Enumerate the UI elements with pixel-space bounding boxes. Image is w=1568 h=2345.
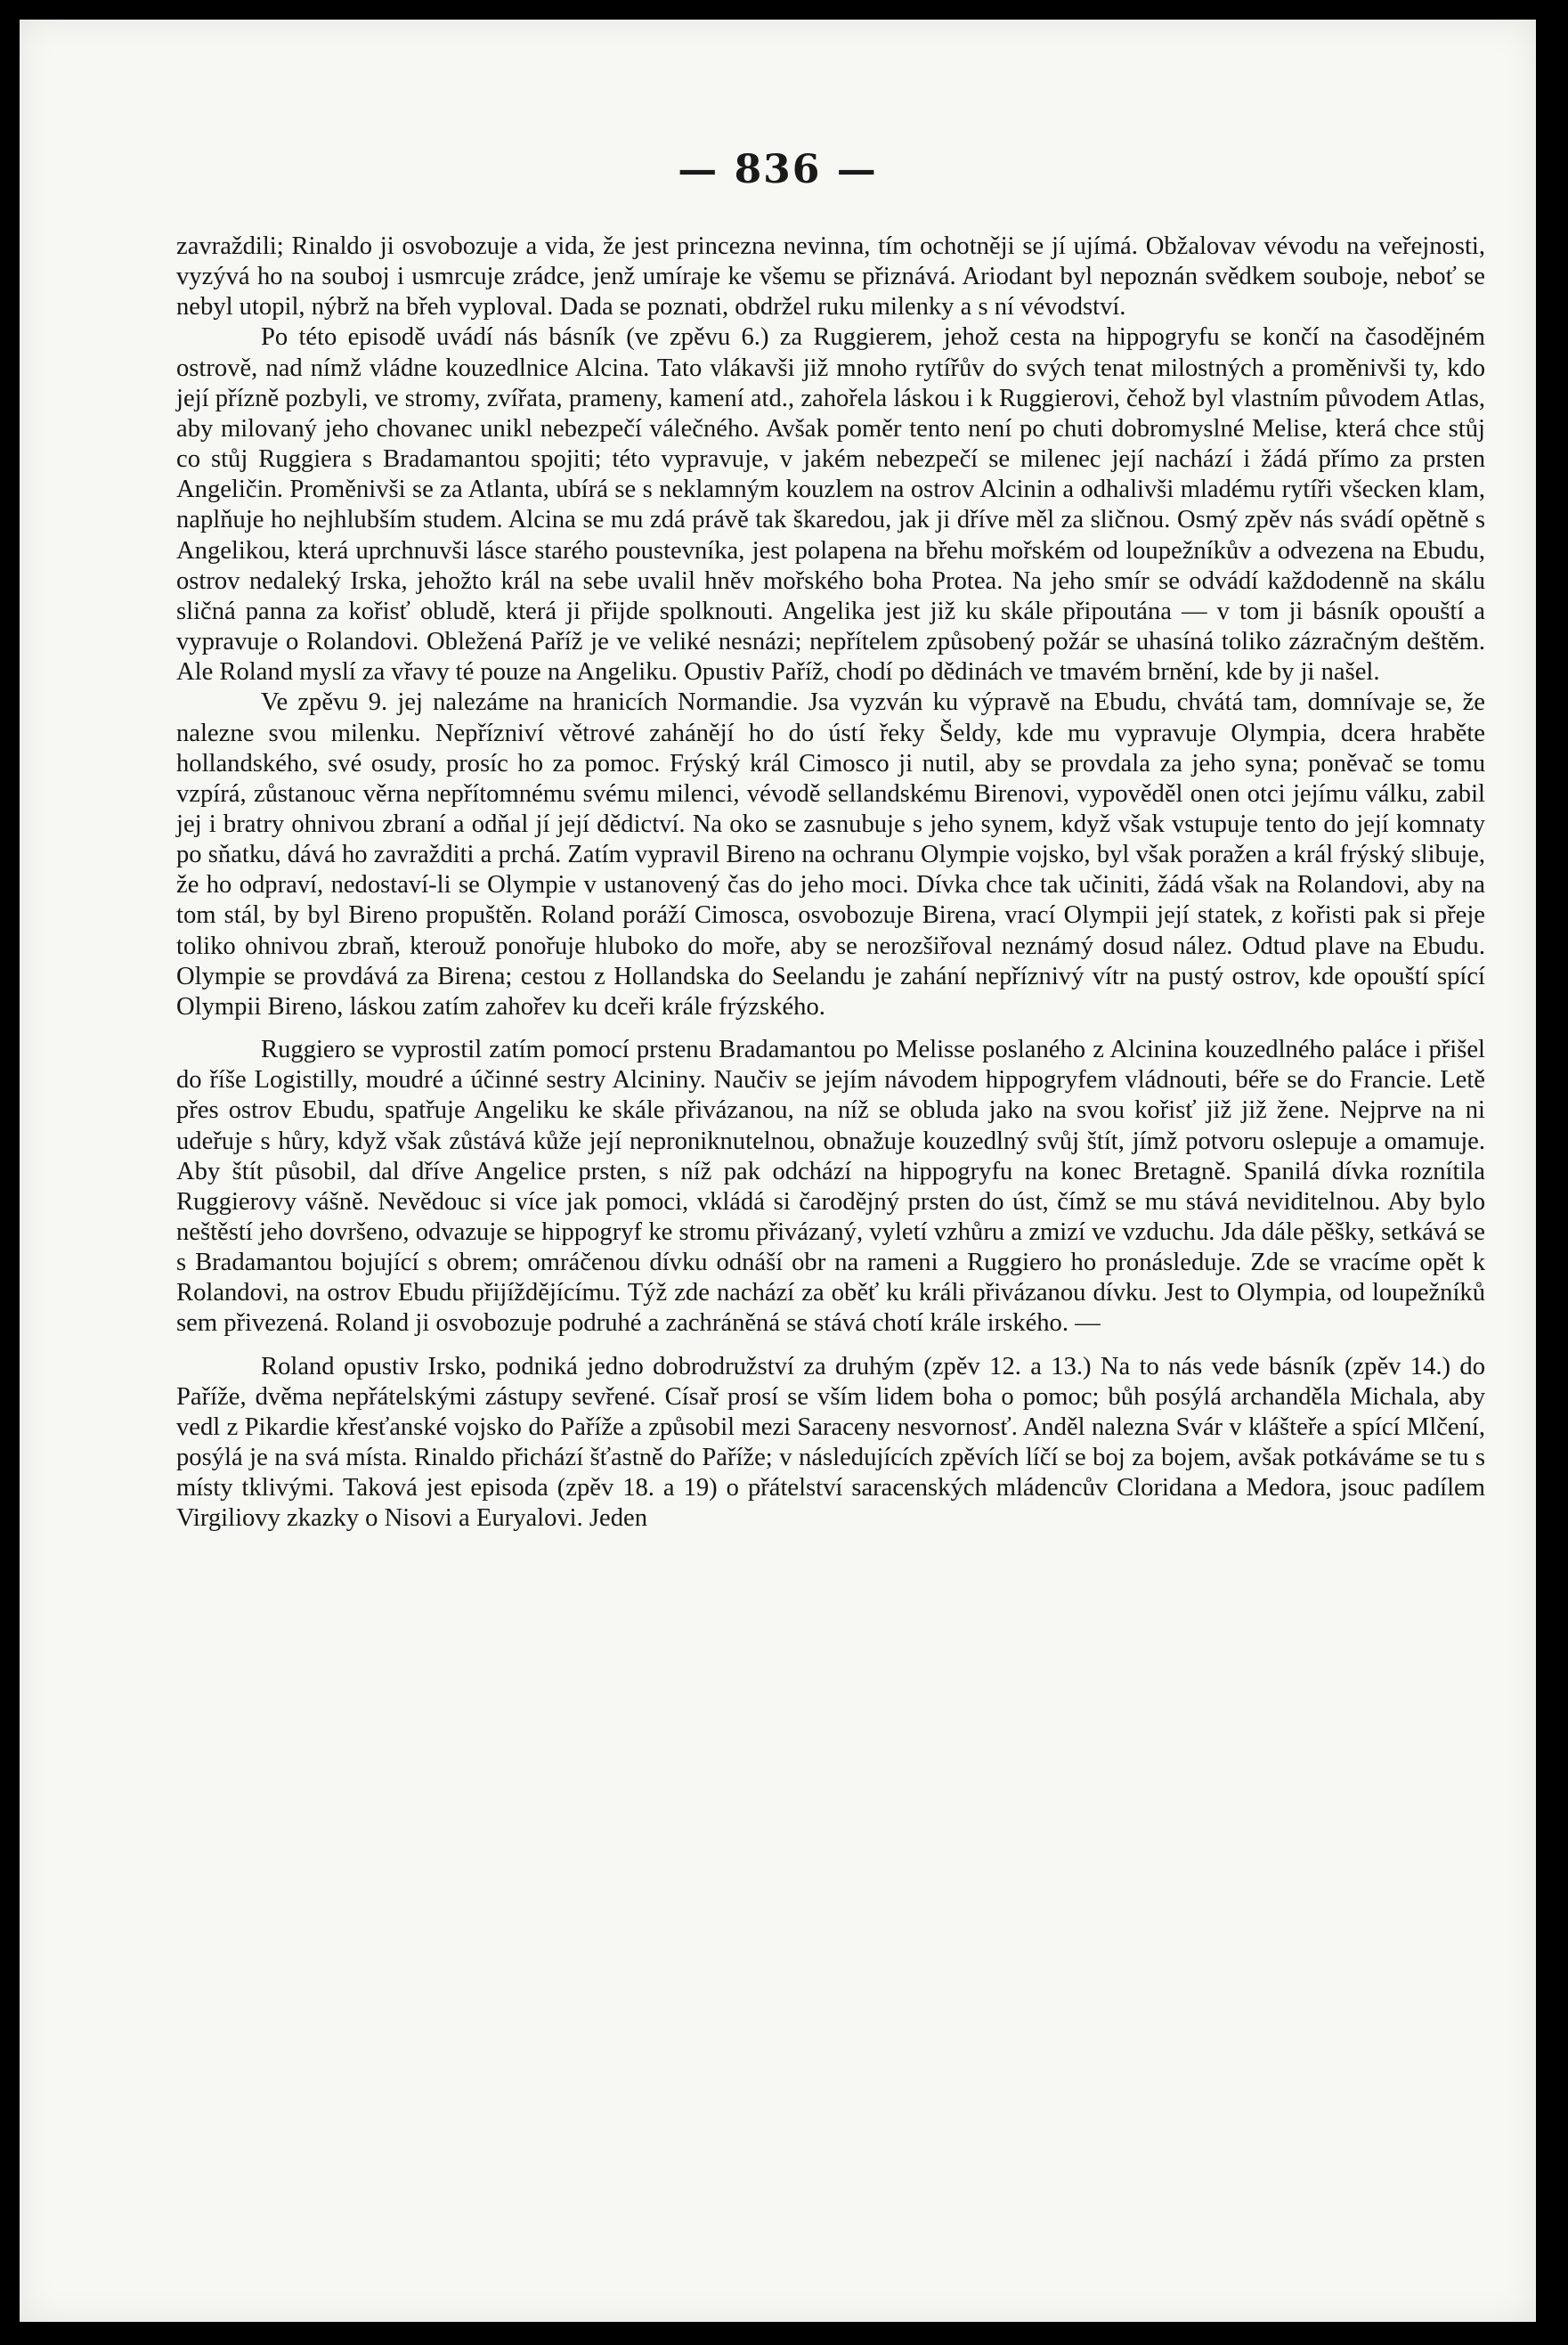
paragraph-2: Po této episodě uvádí nás básník (ve zpěvu 6.) za Ruggierem, jehož cesta na hippogryfu se končí na časodějném ostrově, nad nímž vládne kouzedlnice Alcina. Tato vlákavši již mnoho rytířův do svých tenat milostných a proměnivši ty, kdo její přízně pozbyli, ve stromy, zvířata, prameny, kamení atd., zahořela láskou i k Ruggierovi, čehož byl vlastním původem Atlas, aby milovaný jeho chovanec unikl nebezpečí válečného. Avšak poměr tento není po chuti dobromyslné Melise, která chce stůj co stůj Ruggiera s Bradamantou spojiti; této vypravuje, v jakém nebezpečí se milenec její nachází i žádá přímo za prsten Angeličin. Proměnivši se za Atlanta, ubírá se s neklamným kouzlem na ostrov Alcinin a odhalivši mladému rytíři všecken klam, naplňuje ho nejhlubším studem. Alcina se mu zdá právě tak škaredou, jak ji dříve měl za sličnou. Osmý zpěv nás svádí opětně s Angelikou, která uprchnuvši lásce starého poustevníka, jest polapena na břehu mořském od loupežníkův a odvezena na Ebudu, ostrov nedaleký Irska, jehožto král na sebe uvalil hněv mořského boha Protea. Na jeho smír se odvádí každodenně na skálu sličná panna za kořisť obludě, která ji přijde spolknouti. Angelika jest již ku skále připoutána — v tom ji básník opouští a vypravuje o Rolandovi. Obležená Paříž je ve veliké nesnázi; nepřítelem způsobený požár se uhasíná toliko zázračným deštěm. Ale Roland myslí za vřavy té pouze na Angeliku. Opustiv Paříž, chodí po dědinách ve tmavém brnění, kde by ji našel.	[176, 323, 1485, 687]
body-text	[176, 232, 1485, 1535]
book-page	[20, 20, 1536, 2322]
paragraph-5: Roland opustiv Irsko, podniká jedno dobrodružství za druhým (zpěv 12. a 13.) Na to nás vede básník (zpěv 14.) do Paříže, dvěma nepřátelskými zástupy sevřené. Císař prosí se vším lidem boha o pomoc; bůh posýlá archanděla Michala, aby vedl z Pikardie křesťanské vojsko do Paříže a způsobil mezi Saraceny nesvornosť. Anděl nalezna Svár v klášteře a spící Mlčení, posýlá je na svá místa. Rinaldo přichází šťastně do Paříže; v následujících zpěvích líčí se boj za bojem, avšak potkáváme se tu s místy tklivými. Taková jest episoda (zpěv 18. a 19) o přátelství saracenských mládencův Cloridana a Medora, jsouc padílem Virgiliovy zkazky o Nisovi a Euryalovi. Jeden	[176, 1352, 1485, 1533]
paragraph-4: Ruggiero se vyprostil zatím pomocí prstenu Bradamantou po Melisse poslaného z Alcinina kouzedlného paláce i přišel do říše Logistilly, moudré a účinné sestry Alcininy. Naučiv se jejím návodem hippogryfem vládnouti, béře se do Francie. Letě přes ostrov Ebudu, spatřuje Angeliku ke skále přivázanou, na níž se obluda jako na svou kořisť již již žene. Nejprve na ni udeřuje s hůry, když však zůstává kůže její neproniknutelnou, obnažuje kouzedlný svůj štít, jímž potvoru oslepuje a omamuje. Aby štít působil, dal dříve Angelice prsten, s níž pak odchází na hippogryfu na konec Bretagně. Spanilá dívka roznítila Ruggierovy vášně. Nevědouc si více jak pomoci, vkládá si čarodějný prsten do úst, čímž se mu stává neviditelnou. Aby bylo neštěstí jeho dovršeno, odvazuje se hippogryf ke stromu přivázaný, vyletí vzhůru a zmizí ve vzduchu. Jda dále pěšky, setkává se s Bradamantou bojující s obrem; omráčenou dívku odnáší obr na rameni a Ruggiero ho pronásleduje. Zde se vracíme opět k Rolandovi, na ostrov Ebudu přijíždějícímu. Týž zde nachází za oběť ku králi přivázanou dívku. Jest to Olympia, od loupežníků sem přivezená. Roland ji osvobozuje podruhé a zachráněná se stává chotí krále irského. —	[176, 1036, 1485, 1338]
paragraph-1: zavraždili; Rinaldo ji osvobozuje a vida, že jest princezna nevinna, tím ochotněji se jí ujímá. Obžalovav vévodu na veřejnosti, vyzývá ho na souboj i usmrcuje zrádce, jenž umíraje ke všemu se přiznává. Ariodant byl nepoznán svědkem souboje, neboť se nebyl utopil, nýbrž na břeh vyploval. Dada se poznati, obdržel ruku milenky a s ní vévodství.	[176, 232, 1485, 322]
page-number: — 836 —	[678, 147, 878, 192]
paragraph-3: Ve zpěvu 9. jej nalezáme na hranicích Normandie. Jsa vyzván ku výpravě na Ebudu, chvátá tam, domnívaje se, že nalezne svou milenku. Nepřízniví větrové zahánějí ho do ústí řeky Šeldy, kde mu vypravuje Olympia, dcera hraběte hollandského, své osudy, prosíc ho za pomoc. Frýský král Cimosco ji nutil, aby se provdala za jeho syna; poněvač se tomu vzpírá, zůstanouc věrna nepřítomnému svému milenci, vévodě sellandskému Birenovi, vypověděl onen otci jejímu válku, zabil jej i bratry ohnivou zbraní a odňal jí její dědictví. Na oko se zasnubuje s jeho synem, když však vstupuje tento do její komnaty po sňatku, dává ho zavražditi a prchá. Zatím vypravil Bireno na ochranu Olympie vojsko, byl však poražen a král frýský slibuje, že ho odpraví, nedostaví-li se Olympie v ustanovený čas do jeho moci. Dívka chce tak učiniti, žádá však na Rolandovi, aby na tom stál, by byl Bireno propuštěn. Roland poráží Cimosca, osvobozuje Birena, vrací Olympii její statek, z kořisti pak si přeje toliko ohnivou zbraň, kterouž ponořuje hluboko do moře, aby se nerozšiřoval neznámý dosud nález. Odtud plave na Ebudu. Olympie se provdává za Birena; cestou z Hollandska do Seelandu je zahání nepříznivý vítr na pustý ostrov, kde opouští spící Olympii Bireno, láskou zatím zahořev ku dceři krále frýzského.	[176, 688, 1485, 1021]
